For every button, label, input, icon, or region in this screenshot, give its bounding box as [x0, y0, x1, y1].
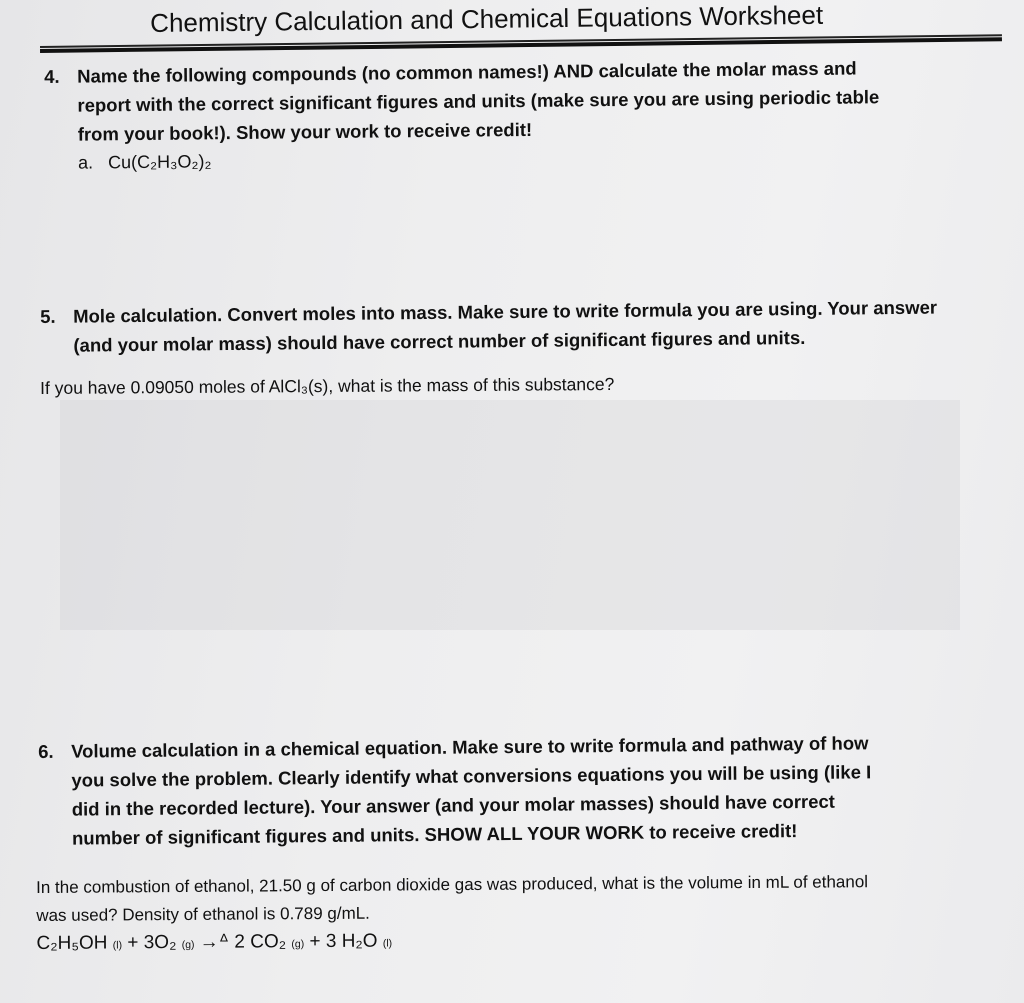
question-line: you solve the problem. Clearly identify what conversions equations you will be using (like I — [71, 761, 872, 791]
compound-formula: Cu(C₂H₃O₂)₂ — [107, 151, 212, 173]
question-line: Mole calculation. Convert moles into mass. Make sure to write formula you are using. Your answer — [73, 296, 938, 327]
question-line: from your book!). Show your work to receive credit! — [77, 118, 533, 145]
question-line: Volume calculation in a chemical equation. Make sure to write formula and pathway of how — [71, 732, 869, 762]
plus-sign: + — [309, 931, 321, 953]
state-label: (l) — [112, 940, 123, 952]
state-label: (l) — [382, 938, 393, 950]
state-label: (g) — [181, 939, 195, 951]
question-number: 6. — [38, 740, 54, 762]
reactant-oxygen: 3O₂ — [143, 932, 177, 954]
question-line: Name the following compounds (no common names!) AND calculate the molar mass and — [77, 57, 857, 87]
question-line: report with the correct significant figures and units (make sure you are using periodic table — [77, 86, 880, 116]
question-number: 5. — [40, 305, 56, 327]
product-carbon-dioxide: 2 CO₂ — [234, 931, 287, 953]
problem-line: was used? Density of ethanol is 0.789 g/mL. — [36, 903, 370, 925]
question-5 — [40, 293, 937, 360]
chemical-equation — [36, 924, 868, 961]
question-line: (and your molar mass) should have correct number of significant figures and units. — [73, 326, 806, 356]
question-line: number of significant figures and units. SHOW ALL YOUR WORK to receive credit! — [71, 820, 798, 849]
question-5-problem: If you have 0.09050 moles of AlCl₃(s), what is the mass of this substance? — [40, 373, 615, 398]
reaction-arrow-heat: →ᐞ — [199, 931, 230, 953]
question-6-problem — [36, 868, 869, 961]
question-line: did in the recorded lecture). Your answer (and your molar masses) should have correct — [71, 790, 835, 820]
reactant-ethanol: C₂H₅OH — [36, 932, 108, 954]
question-number: 4. — [44, 65, 60, 87]
plus-sign: + — [127, 932, 139, 954]
product-water: 3 H₂O — [325, 930, 378, 952]
question-4 — [44, 53, 880, 178]
problem-line: In the combustion of ethanol, 21.50 g of carbon dioxide gas was produced, what is the volume in mL of ethanol — [36, 872, 869, 897]
question-6 — [38, 728, 872, 853]
paper-shading — [60, 400, 960, 630]
page-title: Chemistry Calculation and Chemical Equations Worksheet — [150, 0, 824, 38]
state-label: (g) — [291, 939, 305, 951]
item-label: a. — [77, 152, 94, 173]
